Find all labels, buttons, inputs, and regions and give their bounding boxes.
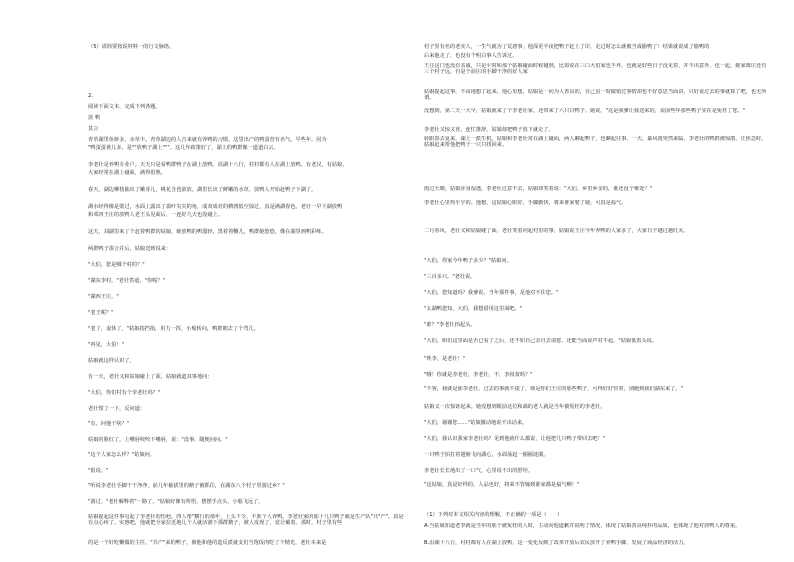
question-5: （5）请简要按说材料一的行文脉络。 (88, 44, 175, 50)
dialogue-line: "有，问他干啥？" (88, 421, 130, 427)
paragraph: 湖水经得像是蒙过，水面上露出了翡叶尖尖的角，成双成对的鹌鹑低空掠过，真是满湖春色。老壮一早下湖放鸭 (88, 204, 343, 210)
dialogue-line: "听说李老壮手脚干干净净，前几年偷拔里的鹅子被抓住，在湖东八个村子里游过乡？" (88, 483, 285, 489)
dialogue-line: "谁？"李老壮抬起头。 (424, 322, 476, 328)
paragraph: 村子里有名的老实人，一生气就为了荒唐事。他深更半夜把鸭子赶上了岸，走过时怎么就被当成偷鸭了！结果就说成了偷鸭的 (424, 44, 710, 50)
article-author: 莫言 (88, 126, 99, 132)
paragraph: 姑娘提起这事，不由地想了起来。他心里想，姑娘是一向为人善良的，自己虽一时做错过事情却也不好意思当面讲，只好说过去的事就算了吧，也无所谓。 (424, 89, 767, 102)
dialogue-line: "老王呢？" (88, 310, 114, 316)
paragraph: 大家经常在湖上碰面，满得很熟。 (88, 170, 166, 176)
paragraph: 李老壮心里热乎乎的。他想，这姑娘心眼好，手脚勤快，将来谁家娶了她，可真是福气。 (424, 200, 627, 206)
option-a: A.当姑娘知道老李就是当年的那个被冤枉的人时，主动向他道歉并说明了情况，体现了姑娘善良纯朴的品质，也体现了他对放鸭人的尊重。 (424, 523, 741, 529)
question-1-stem: （1）下列对本文相关内容的理解，不正确的一项是（ ） (424, 512, 563, 518)
dialogue-line: "湖西王庄。" (88, 294, 119, 300)
paragraph: 李老壮是养鸭专业户。天天只是看鸭群鸭子在湖上放鸭。沿湖十八行，村村都有人在湖上放鸭。有老汉，有姑娘， (88, 162, 348, 168)
dialogue-line: "这姑娘，真是好样的，人品也好，将来不管嫁到谁家都是福气啊！" (424, 482, 580, 488)
paragraph: 姑娘提起这件事勾起了李老壮的伤疤。四人帮"横行的那年，上头下令，不准个人养鸭。李老壮家的那十几只鸭子就是生产队"共"产"，真是有点心疼了。实惠吧，他就把全家拉近地几个人就活割下那群鹅子，被人发现了，竟让戴着。那时，村子里有些 (88, 514, 404, 527)
paragraph: 没想到，第二天一大早，姑娘就来了个李老壮家，还带来了六只白鸭子。她说，"这是我爹让我送来的，说前些年那些鸭子实在是冤枉了您。" (424, 108, 746, 114)
option-b: B.沿湖十八行，村村都有人在湖上放鸭，这一变化反映了改革开放后农民放开了养鸭手脚，发展了商品经济的活力。 (424, 540, 689, 546)
paragraph: 王庄这门也没有亲戚，只是平时和那个姑娘碰面时候碰到，比如说在三口大伯家也不坏，也就是好些日子没见着，并不出意外，也一起，她家离庄还有三个村子远，自是个前庄的手脚干净的好人家 (424, 63, 767, 76)
paragraph: 的是一个好吃懒做的主任，"共产"来的鸭子，被他和他的造反派就支们当饱饭肉吃了个精光，老壮本来是 (88, 540, 327, 546)
dialogue-line: "再见，大伯！" (88, 342, 124, 348)
paragraph: 李老壮又惊又喜，连忙推辞，姑娘却把鸭子放下就走了。 (424, 127, 554, 133)
dialogue-line: "这个人家怎么样？"姑娘问。 (88, 452, 156, 458)
paragraph: 这天，刘湖里来了个赶着鸭群的姑娘，她放鸭的鸭溜轻，黑着着鞭儿，鸭群她悠悠，像在湖里画鸭彩练。 (88, 229, 327, 235)
dialogue-line: 姑娘的脸红了，上嘴唇咬咬下嘴唇，说："没事，随便问问。" (88, 437, 228, 443)
dialogue-line: "很说。" (88, 468, 109, 474)
paragraph: 两群鸭子凑合并后，姑娘送到说来： (88, 246, 172, 252)
dialogue-line: "湖东李村。"老壮答道，"你呢？" (88, 278, 165, 284)
dialogue-line: "太湖鸭您知，大伯，我想借用这里面吧。" (424, 306, 523, 312)
dialogue-line: "大伯，咱们这里面是否已看了之后，还不如自己亲自去请您，还能当面说声对不起。"姑娘低着头说。 (424, 338, 658, 344)
question-2-instruction: 阅读下面文本，完成下列各题。 (88, 104, 161, 110)
paragraph: 青草湖里鱼虾多，水草丰。青草湖边的人吉来就有养鸭的习惯。这里出产的鸭蛋营有名气。早些年，因为 (88, 137, 327, 143)
paragraph: 和邓四王庄的放鸭人老王头见面后，一连好几天也没碰上。 (88, 212, 223, 218)
paragraph: 一只鸭子拍打着翅膀飞向湖心，水面荡起一圈圈涟漪。 (424, 452, 549, 458)
dialogue-line: "大伯，您知道吗？我爹说，当年那件事，是他对不住您。" (424, 290, 559, 296)
dialogue-line: "老了，退休了。"姑娘指挡指，用力一挥，小船转向，鸭群朝去了个弯儿。 (88, 326, 259, 332)
dialogue-line: "大伯，你们村有个李老壮吗？" (88, 390, 161, 396)
paragraph: 转眼春去夏来，湖上一派生机。姑娘和李老壮常在湖上碰面，两人聊起鸭子，也聊起往事。一天，暴风雨突然来临，李老壮的鸭群被惊散，正焦急时，姑娘赶来帮他把鸭子一只只找回来。 (424, 136, 767, 149)
paragraph: 春天，湖边柳枝抽出了嫩芽儿，桃花含苞欲放。湖里长出了鲜嫩的水草，放鸭人开始赶鸭子下湖了。 (88, 187, 317, 193)
paragraph: 雨过天晴，姑娘浑身湿透，李老壮过意不去，姑娘却笑着说："大伯，乡里乡亲的，谁还没个难处？" (424, 186, 652, 192)
dialogue-line: "大伯，您是哪个村的？" (88, 262, 145, 268)
dialogue-line: "不客，我就是那李老壮，过去的事就不提了，倒是你们王庄的那些鸭子，可得好好管着，别跑到我们湖东来了。" (424, 386, 683, 392)
paragraph: 后来他走了，也没有个明白事人告诉过。 (424, 53, 518, 59)
paragraph: 姑娘又一次惊讶起来。她没想到眼前这位和蔼的老人就是当年被冤枉的李老壮。 (424, 404, 606, 410)
paragraph: 二月春风，老壮又和姑娘碰了面，老壮笑着问起村里的事，姑娘说王庄今年养鸭的人家多了，大家日子越过越红火。 (424, 228, 689, 234)
dialogue-line: "三百多只。"老壮说。 (424, 274, 476, 280)
dialogue-line: "游过。"老壮解释着"一路了。"姑娘好像有所悟，摆摆手点头，小船飞远了。 (88, 499, 264, 505)
dialogue-line: "哦！你就是李老壮，李老壮，不，李叔叔吗？" (424, 372, 533, 378)
paragraph: "鸭蛋蛋黄儿多，是""放鸭子湖上"""。这几年政策好了，湖上的鸭群像一道道白云。 (88, 145, 279, 151)
dialogue-line: "大伯，你家今年鸭子多少？"姑娘问。 (424, 258, 512, 264)
dialogue-line: 有一天，老壮又和姑娘碰上了面，姑娘就道其事地问： (88, 374, 213, 380)
dialogue-line: "大伯，我认识我家李老壮吗？见到他就什么都说，让他把几只鸭子带回去吧！" (424, 436, 606, 442)
question-2-number: 2. (88, 93, 94, 99)
dialogue-line: 老壮愣了一下，反问道： (88, 406, 146, 412)
dialogue-line: "姓李，是老壮！" (424, 356, 466, 362)
dialogue-line: 姑娘就这样认识了。 (88, 358, 135, 364)
dialogue-line: "大伯，谢谢您……"姑娘激动地说不出话来。 (424, 420, 528, 426)
paragraph: 李老壮长长地出了一口气，心里说不出的舒坦。 (424, 468, 533, 474)
article-title: 放 鸭 (88, 115, 101, 121)
